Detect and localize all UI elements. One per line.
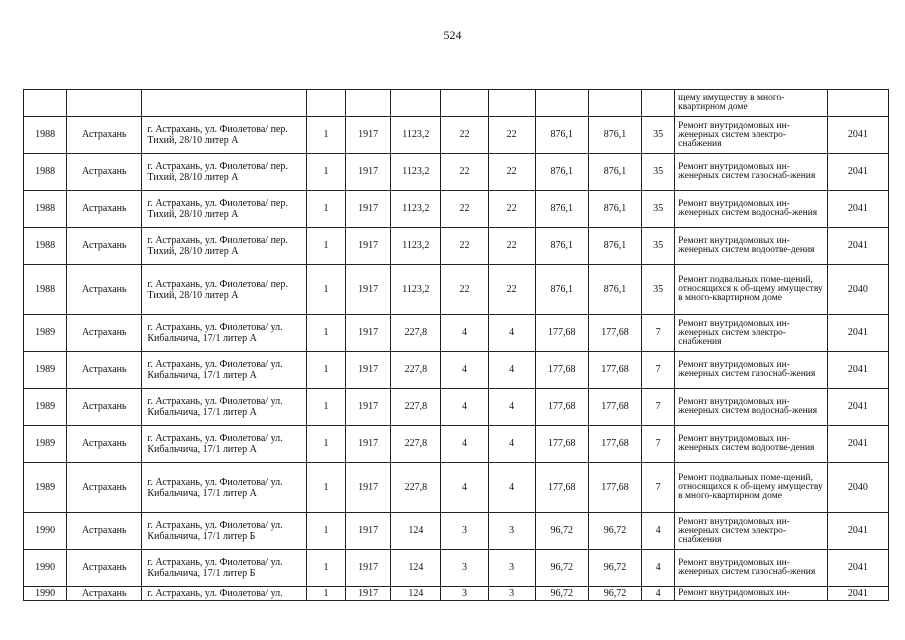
build-year-cell: 1917 <box>346 352 391 389</box>
apartments-cell: 4 <box>441 426 488 463</box>
city-cell: Астрахань <box>67 463 142 513</box>
table-row <box>24 228 889 265</box>
apartments-cell-2: 4 <box>488 426 535 463</box>
city-cell: Астрахань <box>67 191 142 228</box>
address-cell: г. Астрахань, ул. Фиолетова/ ул. <box>142 587 307 601</box>
living-area-cell: 177,68 <box>535 352 588 389</box>
plan-year-cell: 2041 <box>827 315 888 352</box>
apartments-cell-2: 22 <box>488 228 535 265</box>
city-cell: Астрахань <box>67 315 142 352</box>
work-type-cell: Ремонт подвальных поме-щений, относящихся к об-щему имуществу в много-квартирном доме <box>675 265 828 315</box>
residents-cell: 7 <box>642 315 675 352</box>
address-cell: г. Астрахань, ул. Фиолетова/ пер. Тихий, 28/10 литер А <box>142 191 307 228</box>
city-cell: Астрахань <box>67 513 142 550</box>
apartments-cell: 22 <box>441 265 488 315</box>
apartments-cell: 22 <box>441 154 488 191</box>
living-area-cell-2: 177,68 <box>588 426 641 463</box>
apartments-cell-2: 22 <box>488 154 535 191</box>
residents-cell: 4 <box>642 587 675 601</box>
count-cell: 1 <box>306 228 345 265</box>
build-year-cell: 1917 <box>346 315 391 352</box>
count-cell: 1 <box>306 154 345 191</box>
object-number-cell: 1989 <box>24 426 67 463</box>
object-number-cell: 1988 <box>24 265 67 315</box>
residents-cell: 4 <box>642 550 675 587</box>
address-cell: г. Астрахань, ул. Фиолетова/ ул. Кибальчича, 17/1 литер А <box>142 426 307 463</box>
address-cell: г. Астрахань, ул. Фиолетова/ пер. Тихий, 28/10 литер А <box>142 228 307 265</box>
plan-year-cell: 2041 <box>827 426 888 463</box>
residents-cell: 35 <box>642 191 675 228</box>
address-cell: г. Астрахань, ул. Фиолетова/ ул. Кибальчича, 17/1 литер А <box>142 389 307 426</box>
table-row <box>24 513 889 550</box>
work-type-cell: щему имуществу в много-квартирном доме <box>675 90 828 117</box>
residents-cell: 7 <box>642 389 675 426</box>
build-year-cell: 1917 <box>346 426 391 463</box>
living-area-cell-2: 177,68 <box>588 389 641 426</box>
living-area-cell-2: 876,1 <box>588 154 641 191</box>
work-type-cell: Ремонт внутридомовых ин-женерных систем газоснаб-жения <box>675 154 828 191</box>
total-area-cell: 124 <box>391 587 441 601</box>
total-area-cell: 124 <box>391 550 441 587</box>
living-area-cell: 177,68 <box>535 315 588 352</box>
city-cell: Астрахань <box>67 154 142 191</box>
work-type-cell: Ремонт подвальных поме-щений, относящихся к об-щему имуществу в много-квартирном доме <box>675 463 828 513</box>
total-area-cell: 1123,2 <box>391 191 441 228</box>
total-area-cell: 124 <box>391 513 441 550</box>
count-cell: 1 <box>306 265 345 315</box>
apartments-cell: 4 <box>441 315 488 352</box>
residents-cell: 7 <box>642 352 675 389</box>
total-area-cell: 227,8 <box>391 352 441 389</box>
count-cell: 1 <box>306 117 345 154</box>
apartments-cell: 4 <box>441 463 488 513</box>
plan-year-cell: 2041 <box>827 154 888 191</box>
count-cell: 1 <box>306 550 345 587</box>
object-number-cell: 1989 <box>24 352 67 389</box>
living-area-cell: 96,72 <box>535 513 588 550</box>
table-row <box>24 265 889 315</box>
build-year-cell: 1917 <box>346 513 391 550</box>
work-type-cell: Ремонт внутридомовых ин-женерных систем электро-снабжения <box>675 513 828 550</box>
count-cell: 1 <box>306 191 345 228</box>
apartments-cell: 4 <box>441 352 488 389</box>
living-area-cell-2: 96,72 <box>588 513 641 550</box>
build-year-cell: 1917 <box>346 389 391 426</box>
apartments-cell: 3 <box>441 587 488 601</box>
apartments-cell: 22 <box>441 117 488 154</box>
plan-year-cell: 2040 <box>827 265 888 315</box>
table-row <box>24 117 889 154</box>
apartments-cell-2: 4 <box>488 315 535 352</box>
total-area-cell: 1123,2 <box>391 228 441 265</box>
apartments-cell: 4 <box>441 389 488 426</box>
apartments-cell-2: 4 <box>488 463 535 513</box>
count-cell: 1 <box>306 463 345 513</box>
work-type-cell: Ремонт внутридомовых ин-женерных систем водоотве-дения <box>675 426 828 463</box>
table-row <box>24 587 889 601</box>
work-type-cell: Ремонт внутридомовых ин-женерных систем газоснаб-жения <box>675 550 828 587</box>
object-number-cell: 1990 <box>24 550 67 587</box>
build-year-cell: 1917 <box>346 265 391 315</box>
plan-year-cell: 2041 <box>827 191 888 228</box>
city-cell: Астрахань <box>67 389 142 426</box>
city-cell: Астрахань <box>67 426 142 463</box>
apartments-cell-2: 4 <box>488 389 535 426</box>
total-area-cell: 227,8 <box>391 389 441 426</box>
count-cell: 1 <box>306 426 345 463</box>
plan-year-cell: 2041 <box>827 587 888 601</box>
living-area-cell-2: 96,72 <box>588 587 641 601</box>
living-area-cell: 177,68 <box>535 426 588 463</box>
plan-year-cell: 2041 <box>827 117 888 154</box>
object-number-cell: 1988 <box>24 117 67 154</box>
living-area-cell: 177,68 <box>535 463 588 513</box>
apartments-cell-2: 4 <box>488 352 535 389</box>
plan-year-cell: 2041 <box>827 550 888 587</box>
work-type-cell: Ремонт внутридомовых ин- <box>675 587 828 601</box>
object-number-cell: 1990 <box>24 587 67 601</box>
residents-cell: 35 <box>642 265 675 315</box>
object-number-cell: 1989 <box>24 315 67 352</box>
residents-cell: 35 <box>642 154 675 191</box>
table-row <box>24 315 889 352</box>
address-cell: г. Астрахань, ул. Фиолетова/ ул. Кибальчича, 17/1 литер А <box>142 463 307 513</box>
build-year-cell: 1917 <box>346 550 391 587</box>
living-area-cell: 96,72 <box>535 587 588 601</box>
table-row <box>24 463 889 513</box>
count-cell: 1 <box>306 587 345 601</box>
residents-cell: 7 <box>642 426 675 463</box>
address-cell: г. Астрахань, ул. Фиолетова/ ул. Кибальчича, 17/1 литер А <box>142 315 307 352</box>
apartments-cell-2: 22 <box>488 265 535 315</box>
living-area-cell-2: 876,1 <box>588 228 641 265</box>
plan-year-cell: 2041 <box>827 228 888 265</box>
total-area-cell: 227,8 <box>391 315 441 352</box>
housing-repair-table <box>23 89 889 601</box>
object-number-cell: 1989 <box>24 389 67 426</box>
residents-cell: 35 <box>642 228 675 265</box>
living-area-cell: 876,1 <box>535 117 588 154</box>
apartments-cell: 3 <box>441 513 488 550</box>
city-cell: Астрахань <box>67 550 142 587</box>
living-area-cell-2: 876,1 <box>588 265 641 315</box>
apartments-cell-2: 22 <box>488 117 535 154</box>
living-area-cell-2: 177,68 <box>588 315 641 352</box>
build-year-cell: 1917 <box>346 463 391 513</box>
build-year-cell: 1917 <box>346 191 391 228</box>
table-row <box>24 426 889 463</box>
living-area-cell: 876,1 <box>535 265 588 315</box>
address-cell: г. Астрахань, ул. Фиолетова/ ул. Кибальчича, 17/1 литер А <box>142 352 307 389</box>
work-type-cell: Ремонт внутридомовых ин-женерных систем водоотве-дения <box>675 228 828 265</box>
residents-cell: 35 <box>642 117 675 154</box>
table-row <box>24 191 889 228</box>
plan-year-cell: 2040 <box>827 463 888 513</box>
object-number-cell: 1989 <box>24 463 67 513</box>
plan-year-cell: 2041 <box>827 513 888 550</box>
apartments-cell: 22 <box>441 191 488 228</box>
address-cell: г. Астрахань, ул. Фиолетова/ пер. Тихий, 28/10 литер А <box>142 265 307 315</box>
apartments-cell-2: 3 <box>488 513 535 550</box>
work-type-cell: Ремонт внутридомовых ин-женерных систем электро-снабжения <box>675 315 828 352</box>
count-cell: 1 <box>306 389 345 426</box>
total-area-cell: 1123,2 <box>391 154 441 191</box>
plan-year-cell: 2041 <box>827 389 888 426</box>
apartments-cell: 3 <box>441 550 488 587</box>
page-number: 524 <box>443 28 462 42</box>
work-type-cell: Ремонт внутридомовых ин-женерных систем водоснаб-жения <box>675 389 828 426</box>
living-area-cell-2: 177,68 <box>588 463 641 513</box>
living-area-cell-2: 876,1 <box>588 117 641 154</box>
build-year-cell: 1917 <box>346 587 391 601</box>
living-area-cell: 876,1 <box>535 191 588 228</box>
work-type-cell: Ремонт внутридомовых ин-женерных систем газоснаб-жения <box>675 352 828 389</box>
city-cell: Астрахань <box>67 587 142 601</box>
work-type-cell: Ремонт внутридомовых ин-женерных систем водоснаб-жения <box>675 191 828 228</box>
table-row <box>24 154 889 191</box>
object-number-cell: 1988 <box>24 191 67 228</box>
address-cell: г. Астрахань, ул. Фиолетова/ пер. Тихий, 28/10 литер А <box>142 117 307 154</box>
city-cell: Астрахань <box>67 117 142 154</box>
total-area-cell: 1123,2 <box>391 117 441 154</box>
object-number-cell: 1990 <box>24 513 67 550</box>
apartments-cell: 22 <box>441 228 488 265</box>
residents-cell: 7 <box>642 463 675 513</box>
living-area-cell-2: 177,68 <box>588 352 641 389</box>
table-row-continued <box>24 90 889 117</box>
total-area-cell: 1123,2 <box>391 265 441 315</box>
count-cell: 1 <box>306 352 345 389</box>
city-cell: Астрахань <box>67 352 142 389</box>
city-cell: Астрахань <box>67 228 142 265</box>
apartments-cell-2: 22 <box>488 191 535 228</box>
living-area-cell: 876,1 <box>535 228 588 265</box>
total-area-cell: 227,8 <box>391 426 441 463</box>
apartments-cell-2: 3 <box>488 550 535 587</box>
count-cell: 1 <box>306 513 345 550</box>
living-area-cell: 177,68 <box>535 389 588 426</box>
table-row <box>24 550 889 587</box>
table-row <box>24 352 889 389</box>
living-area-cell-2: 96,72 <box>588 550 641 587</box>
living-area-cell: 876,1 <box>535 154 588 191</box>
plan-year-cell: 2041 <box>827 352 888 389</box>
living-area-cell: 96,72 <box>535 550 588 587</box>
address-cell: г. Астрахань, ул. Фиолетова/ ул. Кибальчича, 17/1 литер Б <box>142 550 307 587</box>
build-year-cell: 1917 <box>346 228 391 265</box>
object-number-cell: 1988 <box>24 228 67 265</box>
address-cell: г. Астрахань, ул. Фиолетова/ пер. Тихий, 28/10 литер А <box>142 154 307 191</box>
count-cell: 1 <box>306 315 345 352</box>
apartments-cell-2: 3 <box>488 587 535 601</box>
work-type-cell: Ремонт внутридомовых ин-женерных систем электро-снабжения <box>675 117 828 154</box>
table-row <box>24 389 889 426</box>
build-year-cell: 1917 <box>346 117 391 154</box>
total-area-cell: 227,8 <box>391 463 441 513</box>
address-cell: г. Астрахань, ул. Фиолетова/ ул. Кибальчича, 17/1 литер Б <box>142 513 307 550</box>
city-cell: Астрахань <box>67 265 142 315</box>
living-area-cell-2: 876,1 <box>588 191 641 228</box>
residents-cell: 4 <box>642 513 675 550</box>
object-number-cell: 1988 <box>24 154 67 191</box>
build-year-cell: 1917 <box>346 154 391 191</box>
